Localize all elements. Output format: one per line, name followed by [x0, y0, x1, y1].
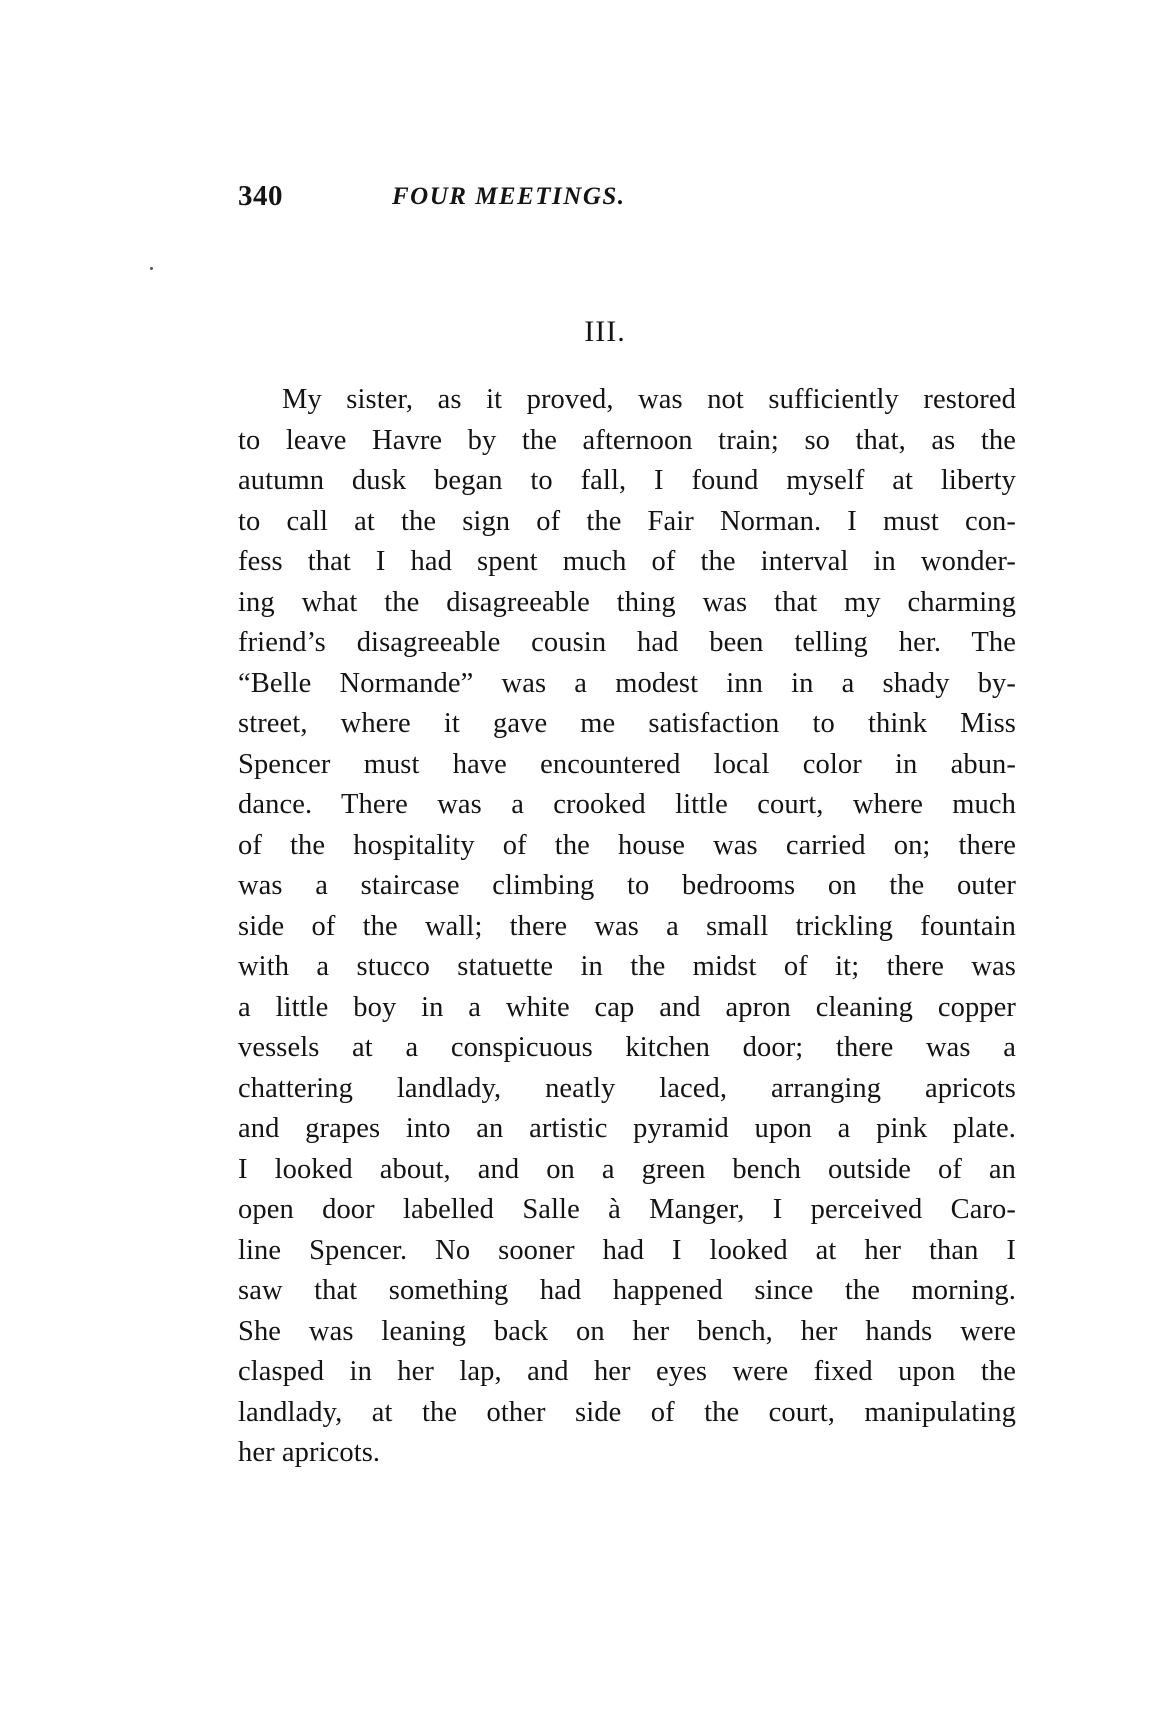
text-line: vessels at a conspicuous kitchen door; there was a: [238, 1032, 1016, 1063]
text-line: Spencer must have encountered local color in abun-: [238, 748, 1016, 780]
text-line: fess that I had spent much of the interval in wonder-: [238, 546, 1016, 577]
text-line: ing what the disagreeable thing was that my charming: [238, 586, 1016, 618]
text-line: side of the wall; there was a small trickling fountain: [238, 910, 1016, 942]
page-number: 340: [238, 180, 283, 212]
text-line: street, where it gave me satisfaction to think Miss: [238, 708, 1016, 739]
text-line: dance. There was a crooked little court, where much: [238, 789, 1016, 820]
text-line: My sister, as it proved, was not sufficiently restored: [282, 384, 1016, 415]
running-head: [238, 180, 1018, 220]
body-text: [238, 380, 1016, 1474]
text-line: open door labelled Salle à Manger, I perceived Caro-: [238, 1194, 1016, 1225]
text-line: to call at the sign of the Fair Norman. I must con-: [238, 505, 1016, 537]
text-line: saw that something had happened since the morning.: [238, 1275, 1016, 1306]
text-line: “Belle Normande” was a modest inn in a shady by-: [238, 667, 1016, 699]
text-line: I looked about, and on a green bench outside of an: [238, 1153, 1016, 1185]
text-line: She was leaning back on her bench, her hands were: [238, 1315, 1016, 1347]
ink-speck: [150, 267, 153, 270]
text-line: chattering landlady, neatly laced, arranging apricots: [238, 1072, 1016, 1104]
text-line: a little boy in a white cap and apron cleaning copper: [238, 991, 1016, 1023]
text-line: and grapes into an artistic pyramid upon a pink plate.: [238, 1113, 1016, 1144]
text-line: friend’s disagreeable cousin had been telling her. The: [238, 627, 1016, 658]
text-line: was a staircase climbing to bedrooms on the outer: [238, 870, 1016, 901]
text-line: clasped in her lap, and her eyes were fixed upon the: [238, 1356, 1016, 1387]
section-number: III.: [584, 315, 626, 348]
text-line: landlady, at the other side of the court, manipulating: [238, 1396, 1016, 1428]
text-line: of the hospitality of the house was carried on; there: [238, 829, 1016, 861]
text-line: with a stucco statuette in the midst of it; there was: [238, 951, 1016, 982]
text-line: autumn dusk began to fall, I found myself at liberty: [238, 465, 1016, 496]
running-title: FOUR MEETINGS.: [392, 183, 626, 210]
text-line: her apricots.: [238, 1437, 381, 1468]
text-line: line Spencer. No sooner had I looked at her than I: [238, 1234, 1016, 1266]
text-line: to leave Havre by the afternoon train; so that, as the: [238, 424, 1016, 456]
